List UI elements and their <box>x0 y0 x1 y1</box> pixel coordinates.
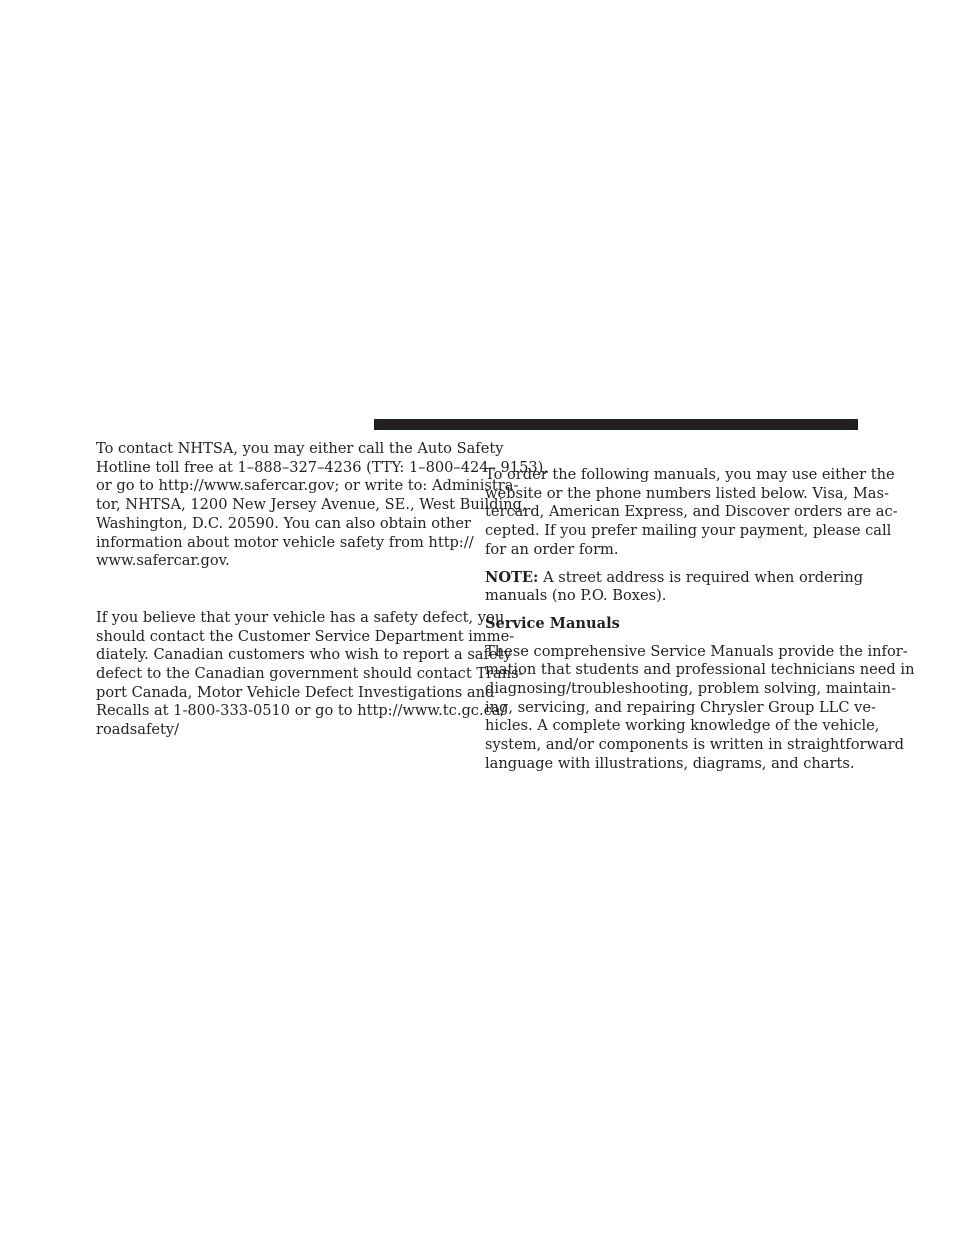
text-line: manuals (no P.O. Boxes). <box>485 587 667 605</box>
text-line: website or the phone numbers listed below. Visa, Mas- <box>485 484 889 502</box>
text-line: for an order form. <box>485 540 619 558</box>
text-line: hicles. A complete working knowledge of the vehicle, <box>485 717 880 735</box>
service-manuals-heading: Service Manuals <box>485 614 620 632</box>
text-line: cepted. If you prefer mailing your payment, please call <box>485 522 892 540</box>
text-line: To order the following manuals, you may use either the <box>485 466 895 483</box>
text-line: port Canada, Motor Vehicle Defect Investigations and <box>96 683 495 701</box>
text-line: Hotline toll free at 1–888–327–4236 (TTY: 1–800–424– 9153), <box>96 458 548 476</box>
text-line: Recalls at 1-800-333-0510 or go to http://www.tc.gc.ca/ <box>96 702 506 720</box>
text-line: defect to the Canadian government should contact Trans- <box>96 665 524 683</box>
service-manuals-paragraph <box>485 642 915 774</box>
text-line: mation that students and professional technicians need in <box>485 661 915 679</box>
text-line: diately. Canadian customers who wish to report a safety <box>96 646 512 664</box>
text-line: tercard, American Express, and Discover orders are ac- <box>485 503 898 521</box>
canada-defect-paragraph <box>96 608 524 740</box>
text-line: roadsafety/ <box>96 721 180 739</box>
right-column <box>485 466 915 774</box>
text-line: www.safercar.gov. <box>96 552 230 570</box>
nhtsa-contact-paragraph <box>96 440 548 571</box>
text-line: These comprehensive Service Manuals provide the infor- <box>485 642 908 660</box>
text-line: tor, NHTSA, 1200 New Jersey Avenue, SE., West Building, <box>96 496 527 514</box>
text-line: information about motor vehicle safety from http:// <box>96 533 474 551</box>
text-line <box>485 568 864 588</box>
text-line: Washington, D.C. 20590. You can also obtain other <box>96 514 471 532</box>
text-line: should contact the Customer Service Department imme- <box>96 627 515 645</box>
text-line: or go to http://www.safercar.gov; or write to: Administra- <box>96 477 519 495</box>
text-line: To contact NHTSA, you may either call the Auto Safety <box>96 440 504 457</box>
section-divider-bar <box>374 419 858 430</box>
text-line: system, and/or components is written in straightforward <box>485 736 904 754</box>
text-line: diagnosing/troubleshooting, problem solving, maintain- <box>485 680 897 698</box>
text-line: ing, servicing, and repairing Chrysler Group LLC ve- <box>485 698 876 716</box>
note-label: NOTE: <box>485 568 539 586</box>
text-line: If you believe that your vehicle has a safety defect, you <box>96 608 505 626</box>
order-manuals-paragraph <box>485 466 898 560</box>
note-text: A street address is required when ordering <box>538 568 864 586</box>
note-paragraph <box>485 568 864 606</box>
text-line: language with illustrations, diagrams, and charts. <box>485 754 855 772</box>
